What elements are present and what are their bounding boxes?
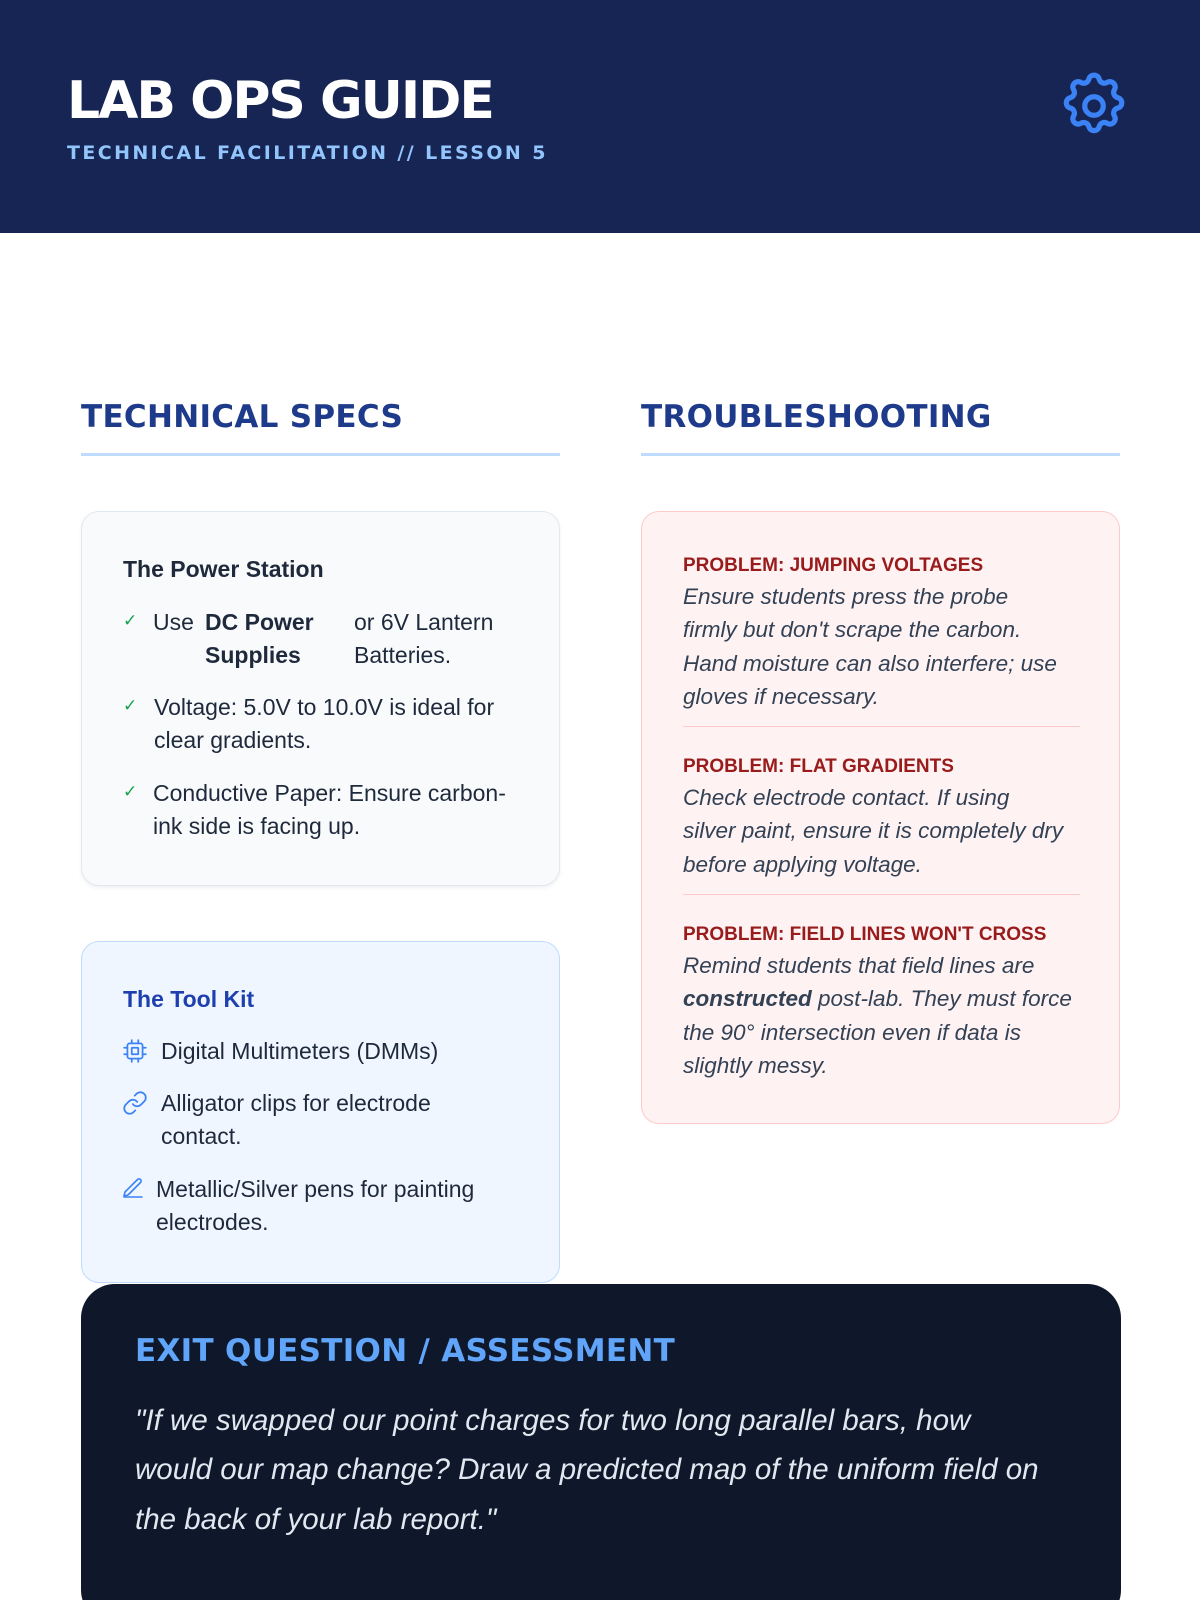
troubleshooting-divider <box>641 453 1120 456</box>
problem1-heading: PROBLEM: JUMPING VOLTAGES <box>683 555 984 576</box>
problem2-heading: PROBLEM: FLAT GRADIENTS <box>683 756 954 777</box>
page-title: LAB OPS GUIDE <box>67 71 493 131</box>
tool-item2-line1: Alligator clips for electrode <box>161 1090 431 1116</box>
problem3-emphasis: constructed <box>683 986 812 1011</box>
pencil-icon <box>121 1176 145 1200</box>
power-item3-line2: ink side is facing up. <box>153 813 361 839</box>
power-station-card <box>81 511 560 886</box>
problem3-line4: slightly messy. <box>683 1053 828 1078</box>
power-item1-text-line1: or 6V Lantern <box>354 609 494 635</box>
power-item1-bold-line2: Supplies <box>205 642 301 668</box>
exit-question-line3: the back of your lab report." <box>135 1503 497 1536</box>
tool-item1-text: Digital Multimeters (DMMs) <box>161 1038 439 1064</box>
tool-item3-line1: Metallic/Silver pens for painting <box>156 1176 475 1202</box>
power-item1-bold-line1: DC Power <box>205 609 314 635</box>
link-icon <box>122 1090 148 1116</box>
exit-question-panel <box>81 1284 1121 1600</box>
tool-item3-line2: electrodes. <box>156 1209 269 1235</box>
problem1-line3: Hand moisture can also interfere; use <box>683 651 1057 676</box>
power-station-title: The Power Station <box>123 556 324 582</box>
problem3-heading: PROBLEM: FIELD LINES WON'T CROSS <box>683 924 1047 945</box>
problem3-line2-rest: post-lab. They must force <box>811 986 1072 1011</box>
power-item2-line2: clear gradients. <box>154 727 312 753</box>
technical-specs-heading: TECHNICAL SPECS <box>81 399 404 435</box>
problem-divider <box>683 894 1080 895</box>
power-item1-prefix: Use <box>153 609 194 635</box>
power-item3-line1: Conductive Paper: Ensure carbon- <box>153 780 506 806</box>
problem3-line3: the 90° intersection even if data is <box>683 1020 1021 1045</box>
chip-icon <box>122 1038 148 1064</box>
troubleshooting-heading: TROUBLESHOOTING <box>641 399 992 435</box>
check-icon: ✓ <box>123 696 138 715</box>
exit-question-heading: EXIT QUESTION / ASSESSMENT <box>135 1333 676 1369</box>
problem1-line4: gloves if necessary. <box>683 684 879 709</box>
tool-kit-title: The Tool Kit <box>123 986 255 1012</box>
check-icon: ✓ <box>123 782 138 801</box>
troubleshooting-card <box>641 511 1120 1124</box>
gear-icon[interactable] <box>1057 68 1131 144</box>
problem1-line1: Ensure students press the probe <box>683 584 1009 609</box>
problem3-line2 <box>683 982 1087 1016</box>
problem2-line1: Check electrode contact. If using <box>683 785 1010 810</box>
tool-kit-card <box>81 941 560 1283</box>
problem3-line1: Remind students that field lines are <box>683 953 1035 978</box>
power-item2-line1: Voltage: 5.0V to 10.0V is ideal for <box>154 694 495 720</box>
page-subtitle: TECHNICAL FACILITATION // LESSON 5 <box>67 142 548 164</box>
problem2-line3: before applying voltage. <box>683 852 922 877</box>
problem-divider <box>683 726 1080 727</box>
power-item1-text-line2: Batteries. <box>354 642 452 668</box>
exit-question-line1: "If we swapped our point charges for two long parallel bars, how <box>135 1404 971 1437</box>
problem2-line2: silver paint, ensure it is completely dry <box>683 818 1064 843</box>
header-banner <box>0 0 1200 233</box>
problem1-line2: firmly but don't scrape the carbon. <box>683 617 1022 642</box>
technical-specs-divider <box>81 453 560 456</box>
exit-question-line2: would our map change? Draw a predicted map of the uniform field on <box>135 1453 1039 1486</box>
tool-item2-line2: contact. <box>161 1123 242 1149</box>
check-icon: ✓ <box>123 611 138 630</box>
